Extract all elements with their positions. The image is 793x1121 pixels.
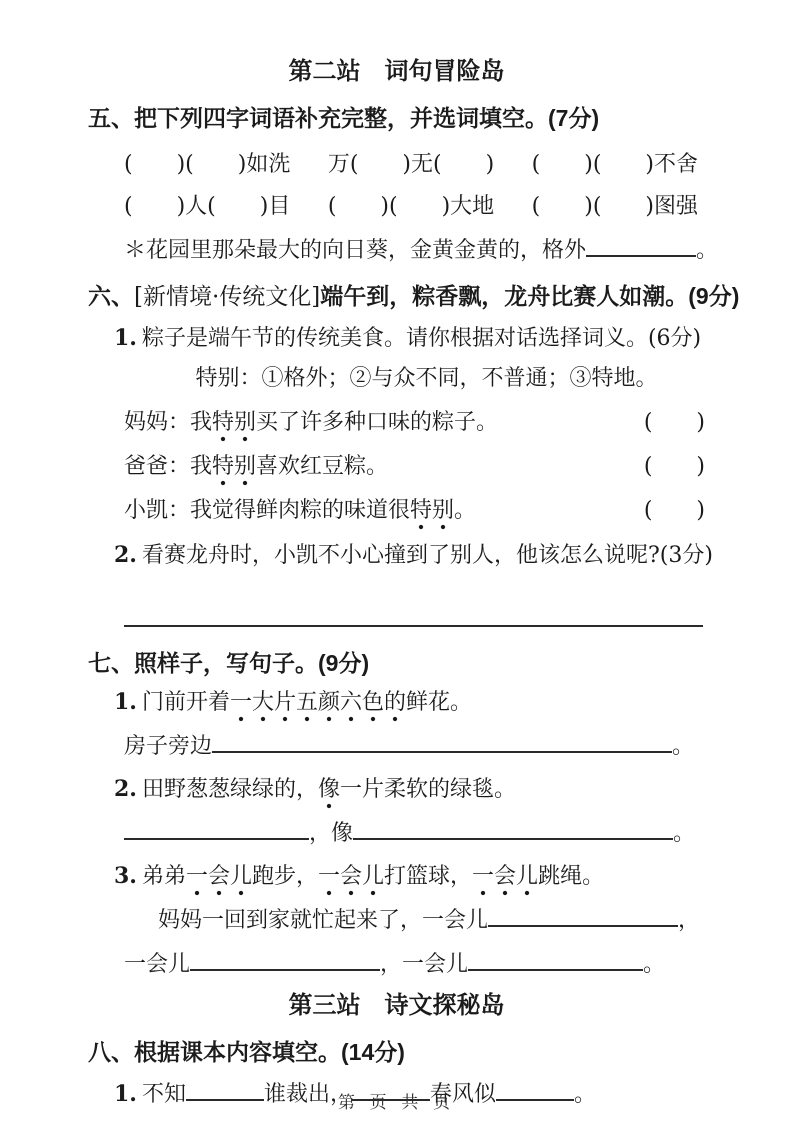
section6-number: 六、: [88, 283, 134, 309]
period: 。: [696, 238, 719, 263]
fill-blank: [212, 730, 672, 753]
section6-title-text: 端午到，粽香飘，龙舟比赛人如潮。(9分): [320, 283, 740, 309]
idiom-item: ( )( )图强: [531, 194, 698, 219]
idiom-blank-row-1: [124, 150, 698, 180]
answer-writing-line: [124, 599, 703, 627]
q6-2-text: 看赛龙舟时，小凯不小心撞到了别人，他该怎么说呢?(3分): [141, 543, 713, 568]
emphasized-word: 像: [318, 777, 340, 809]
dialogue-rest: 买了许多种口味的粽子。: [256, 410, 499, 435]
emphasized-word: 特别: [212, 410, 256, 442]
sentence-post: 鲜花。: [406, 690, 473, 715]
q6-2-line: [114, 540, 753, 571]
q7-2-sentence: [114, 774, 753, 805]
answer-parentheses: ( ): [643, 454, 705, 479]
q7-1-answer-line: [124, 730, 753, 762]
period: 。: [673, 821, 696, 846]
period: 。: [574, 1082, 597, 1107]
q7-2-answer-line: [124, 817, 753, 849]
dialogue-row-xiaokai: [124, 496, 705, 526]
dialogue-text: [124, 408, 498, 438]
speaker-text: 小凯：我觉得鲜肉粽的味道很: [124, 498, 411, 523]
station3-title: 第三站 诗文探秘岛: [288, 992, 505, 1019]
speaker-text: 爸爸：我: [124, 454, 213, 479]
emphasized-phrase: 一大片五颜六色的: [230, 690, 406, 722]
dialogue-row-mama: [124, 408, 705, 438]
emphasized-word: 特别: [212, 454, 256, 486]
emphasized-word: 一会儿: [318, 864, 384, 896]
period: 。: [643, 952, 666, 977]
page-footer: 第 页 共 页: [337, 1093, 456, 1112]
speaker-text: 妈妈：我: [124, 410, 213, 435]
q6-1-text: 粽子是端午节的传统美食。请你根据对话选择词义。(6分): [141, 326, 702, 351]
answer-parentheses: ( ): [643, 410, 705, 435]
fill-blank: [353, 817, 673, 840]
sentence-seg: 打篮球，: [384, 864, 473, 889]
emphasized-word: 一会儿: [186, 864, 252, 896]
answer-lead: 妈妈一回到家就忙起来了，一会儿: [158, 908, 489, 933]
q6-1-line: [114, 323, 753, 354]
idiom-blank-row-2: [124, 192, 698, 222]
star-note-line: [124, 234, 733, 266]
sentence-seg: 跑步，: [252, 864, 319, 889]
sentence-pre: 田野葱葱绿绿的，: [141, 777, 318, 802]
question-number: 1.: [114, 689, 137, 715]
idiom-item: 万( )无( ): [327, 152, 495, 177]
fill-blank: [190, 948, 380, 971]
section6-tag: [新情境·传统文化]: [134, 284, 321, 310]
star-note-text: 花园里那朵最大的向日葵，金黄金黄的，格外: [146, 238, 587, 263]
fill-blank: [468, 948, 643, 971]
question-number: 2.: [114, 542, 137, 568]
question-number: 1.: [114, 1081, 137, 1107]
idiom-item: ( )( )如洗: [124, 152, 291, 177]
verse-seg: 谁裁出，: [263, 1082, 352, 1107]
sentence-seg: 弟弟: [141, 864, 186, 889]
answer-mid: ，像: [309, 821, 354, 846]
sentence-pre: 门前开着: [141, 690, 230, 715]
verse-seg: 不知: [141, 1082, 186, 1107]
dialogue-text: [124, 496, 476, 526]
emphasized-word: 特别: [410, 498, 454, 530]
idiom-item: ( )( )不舍: [531, 152, 698, 177]
fill-blank: [124, 817, 309, 840]
question-number: 3.: [114, 863, 137, 889]
verse-seg: 春风似: [430, 1082, 497, 1107]
idiom-item: ( )人( )目: [124, 194, 291, 219]
comma: ，: [678, 908, 701, 933]
dialogue-rest: 。: [454, 498, 477, 523]
dialogue-text: [124, 452, 388, 482]
idiom-item: ( )( )大地: [327, 194, 495, 219]
answer-lead: 房子旁边: [124, 734, 213, 759]
emphasized-word: 一会儿: [472, 864, 538, 896]
q7-3-answer-line-2: [124, 948, 753, 980]
sentence-post: 一片柔软的绿毯。: [340, 777, 517, 802]
q7-3-answer-line-1: [158, 904, 753, 936]
section8-heading: 八、根据课本内容填空。(14分): [88, 1039, 405, 1065]
q7-1-sentence: [114, 687, 753, 718]
q7-3-sentence: [114, 861, 753, 892]
fill-blank: [488, 904, 678, 927]
question-number: 1.: [114, 325, 137, 351]
station2-title: 第二站 词句冒险岛: [288, 58, 505, 85]
section7-heading: 七、照样子，写句子。(9分): [88, 650, 370, 676]
section6-heading: [88, 280, 753, 313]
section5-heading: 五、把下列四字词语补充完整，并选词填空。(7分): [88, 105, 600, 131]
answer-mid: ，一会儿: [380, 952, 469, 977]
dialogue-row-baba: [124, 452, 705, 482]
dialogue-rest: 喜欢红豆粽。: [256, 454, 389, 479]
sentence-seg: 跳绳。: [538, 864, 605, 889]
fill-blank: [586, 234, 696, 257]
word-definition-line: 特别：①格外；②与众不同，不普通；③特地。: [195, 366, 658, 391]
answer-lead: 一会儿: [124, 952, 191, 977]
asterisk-marker: ＊: [124, 238, 147, 263]
question-number: 2.: [114, 776, 137, 802]
period: 。: [672, 734, 695, 759]
answer-parentheses: ( ): [643, 498, 705, 523]
